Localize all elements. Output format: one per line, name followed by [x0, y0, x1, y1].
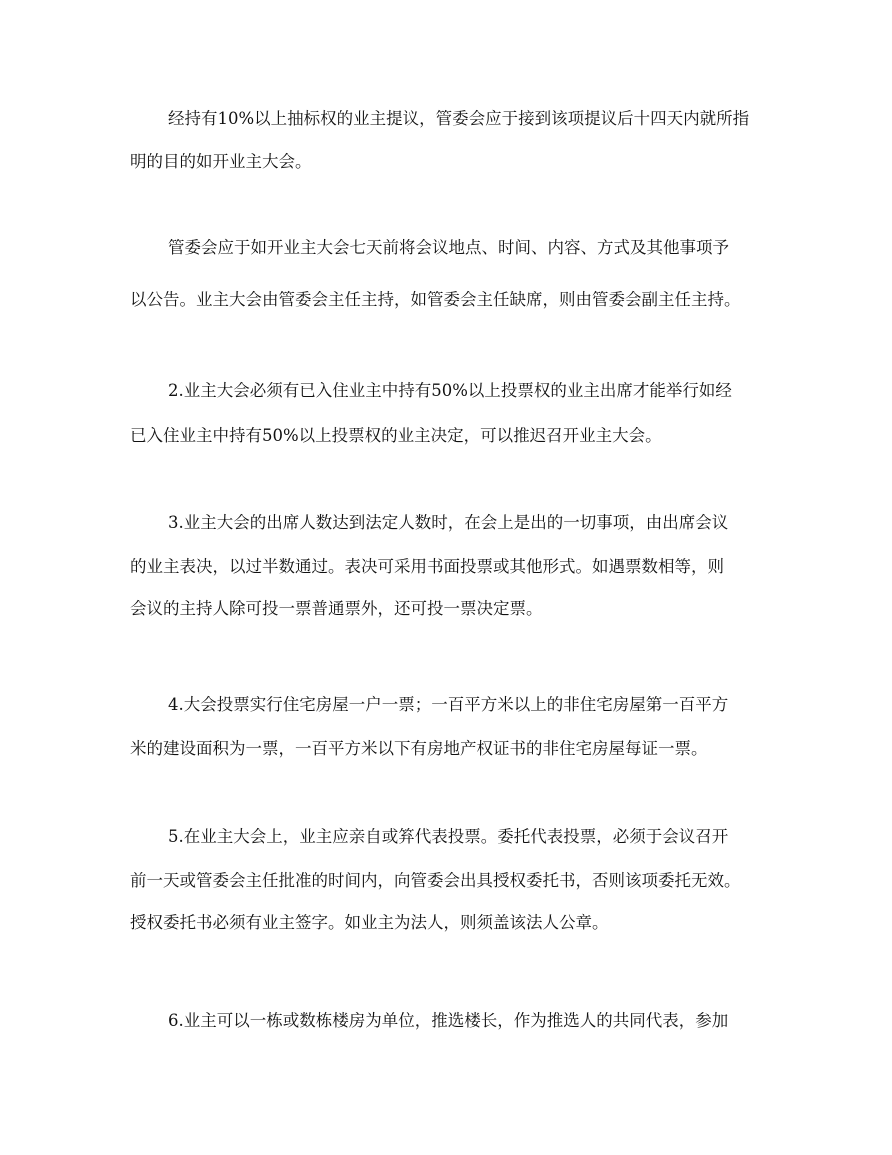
- paragraph-line: 会议的主持人除可投一票普通票外，还可投一票决定票。: [130, 599, 543, 618]
- paragraph-line: 5.在业主大会上，业主应亲自或笲代表投票。委托代表投票，必须于会议召开: [168, 827, 729, 846]
- paragraph-line: 的业主表决，以过半数通过。表决可采用书面投票或其他形式。如遇票数相等，则: [130, 557, 724, 576]
- paragraph-line: 经持有10%以上抽标权的业主提议，管委会应于接到该项提议后十四天内就所指: [168, 109, 750, 128]
- paragraph-line: 管委会应于如开业主大会七天前将会议地点、时间、内容、方式及其他事项予: [168, 238, 729, 257]
- paragraph-line: 4.大会投票实行住宅房屋一户一票；一百平方米以上的非住宅房屋第一百平方: [168, 695, 729, 714]
- paragraph-line: 已入住业主中持有50%以上投票权的业主决定，可以推迟召开业主大会。: [130, 426, 662, 445]
- paragraph-line: 3.业主大会的出席人数达到法定人数时，在会上是出的一切事项，由出席会议: [168, 513, 729, 532]
- paragraph-line: 米的建设面积为一票，一百平方米以下有房地产权证书的非住宅房屋每证一票。: [130, 739, 708, 758]
- paragraph-line: 授权委托书必须有业主签字。如业主为法人，则须盖该法人公章。: [130, 913, 609, 932]
- paragraph-line: 明的目的如开业主大会。: [130, 152, 312, 171]
- paragraph-line: 以公告。业主大会由管委会主任主持，如管委会主任缺席，则由管委会副主任主持。: [130, 290, 741, 309]
- paragraph-line: 2.业主大会必须有已入住业主中持有50%以上投票权的业主出席才能举行如经: [168, 381, 732, 400]
- paragraph-line: 前一天或管委会主任批准的时间内，向管委会出具授权委托书，否则该项委托无效。: [130, 871, 741, 890]
- paragraph-line: 6.业主可以一栋或数栋楼房为单位，推选楼长，作为推选人的共同代表，参加: [168, 1011, 729, 1030]
